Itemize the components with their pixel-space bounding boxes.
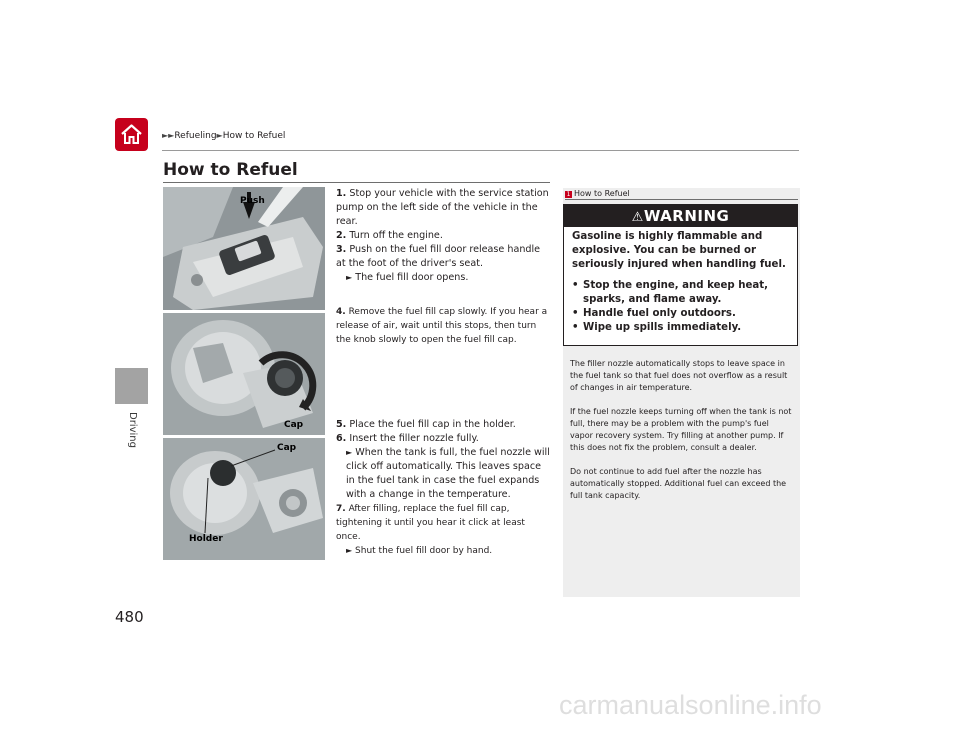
breadcrumb-arrow-icon: ► bbox=[216, 131, 223, 140]
warning-bullet: • Wipe up spills immediately. bbox=[572, 321, 794, 335]
warning-triangle-icon: ⚠ bbox=[631, 210, 644, 225]
section-label: Driving bbox=[127, 412, 138, 448]
home-button[interactable] bbox=[115, 118, 148, 151]
breadcrumb-item-how-to-refuel[interactable]: How to Refuel bbox=[222, 131, 286, 141]
release-handle-image bbox=[163, 187, 325, 310]
step-7: 7. After filling, replace the fuel fill cap, tightening it until you hear it click at least once. ► Shut the fuel fill door by hand. bbox=[336, 504, 525, 556]
step-6: 6. Insert the filler nozzle fully. ► When the tank is full, the fuel nozzle will click off automatically. This leaves space in the fuel tank in case the fuel expands with a change in the temperature. bbox=[336, 433, 550, 500]
cap-holder-image bbox=[163, 438, 325, 560]
breadcrumb bbox=[162, 131, 285, 141]
breadcrumb-arrow-icon: ►► bbox=[162, 131, 175, 140]
note-paragraph: If the fuel nozzle keeps turning off when the tank is not full, there may be a problem with the pump's fuel vapor recovery system. Try filling at another pump. If this does not fix the problem, consult a dealer. bbox=[570, 407, 792, 452]
cap-removal-image bbox=[163, 313, 325, 435]
push-callout: Push bbox=[240, 196, 265, 206]
step-5: 5. Place the fuel fill cap in the holder. bbox=[336, 419, 516, 430]
home-icon bbox=[120, 123, 143, 146]
warning-body bbox=[572, 230, 794, 335]
side-panel-heading: 1 How to Refuel bbox=[566, 189, 630, 198]
side-notes bbox=[570, 358, 794, 514]
step-4: 4. Remove the fuel fill cap slowly. If you hear a release of air, wait until this stops, then turn the knob slowly to open the fuel fill cap. bbox=[336, 307, 548, 345]
result-arrow-icon: ► bbox=[346, 273, 353, 282]
note-paragraph: Do not continue to add fuel after the nozzle has automatically stopped. Additional fuel can exceed the full tank capacity. bbox=[570, 467, 787, 500]
side-panel-divider bbox=[565, 199, 798, 200]
note-paragraph: The filler nozzle automatically stops to leave space in the fuel tank so that fuel does not overflow as a result of changes in air temperature. bbox=[570, 359, 788, 392]
note-marker-icon: 1 bbox=[566, 191, 571, 198]
result-arrow-icon: ► bbox=[346, 546, 353, 555]
page-title: How to Refuel bbox=[163, 160, 298, 180]
warning-text: Gasoline is highly flammable and explosive. You can be burned or seriously injured when handling fuel. bbox=[572, 231, 786, 270]
holder-callout: Holder bbox=[189, 534, 223, 544]
step-3: 3. Push on the fuel fill door release handle at the foot of the driver's seat. ► The fuel fill door opens. bbox=[336, 244, 541, 283]
refuel-steps bbox=[336, 187, 550, 558]
section-tab[interactable] bbox=[115, 368, 148, 404]
breadcrumb-item-refueling[interactable]: Refueling bbox=[174, 131, 217, 141]
result-arrow-icon: ► bbox=[346, 448, 353, 457]
warning-bullet: • Stop the engine, and keep heat, sparks, and flame away. bbox=[572, 279, 794, 307]
warning-title: WARNING bbox=[643, 207, 730, 225]
step-1: 1. Stop your vehicle with the service station pump on the left side of the vehicle in the rear. bbox=[336, 188, 549, 227]
title-divider bbox=[163, 182, 550, 183]
watermark: carmanualsonline.info bbox=[559, 690, 822, 720]
header-divider bbox=[162, 150, 799, 151]
cap-callout-1: Cap bbox=[284, 420, 304, 430]
page-number: 480 bbox=[115, 608, 144, 626]
warning-header bbox=[564, 205, 797, 227]
warning-bullet: • Handle fuel only outdoors. bbox=[572, 307, 794, 321]
cap-callout-2: Cap bbox=[277, 443, 297, 453]
warning-list bbox=[572, 279, 794, 335]
step-2: 2. Turn off the engine. bbox=[336, 230, 443, 241]
